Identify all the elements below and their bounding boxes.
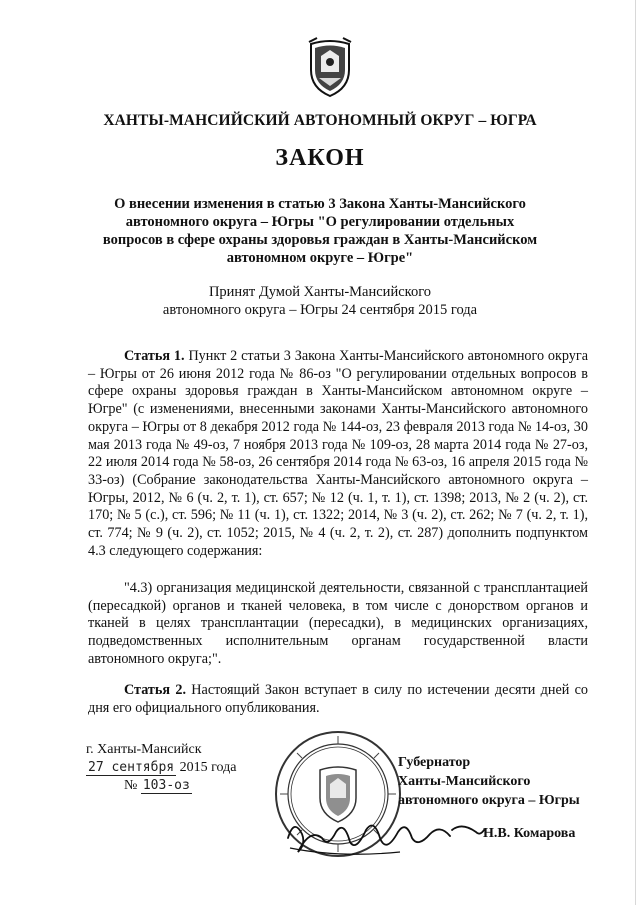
city: г. Ханты-Мансийск <box>86 742 202 757</box>
handwritten-date: 27 сентября <box>88 760 175 775</box>
subject-line: вопросов в сфере охраны здоровья граждан в Ханты-Мансийском <box>102 232 538 248</box>
handwritten-signature <box>280 808 490 868</box>
document-type-title: ЗАКОН <box>275 145 365 171</box>
subject-line: автономного округа – Югры "О регулировании отдельных <box>125 214 515 230</box>
law-subject <box>100 195 540 267</box>
signer-title-line: автономного округа – Югры <box>398 793 580 808</box>
handwritten-number: 103-оз <box>142 778 190 793</box>
subject-line: О внесении изменения в статью 3 Закона Ханты-Мансийского <box>114 196 526 212</box>
article-2-heading: Статья 2. <box>124 682 186 698</box>
article-2-text: Настоящий Закон вступает в силу по истечении десяти дней со дня его официального опубликования. <box>88 682 589 716</box>
subject-line: автономном округе – Югре" <box>226 250 414 266</box>
article-1-heading: Статья 1. <box>124 348 185 364</box>
signer-title <box>398 753 580 810</box>
law-number <box>86 777 236 795</box>
article-1-text: Пункт 2 статьи 3 Закона Ханты-Мансийского автономного округа – Югры от 26 июня 2012 года № 86-оз "О регулировании отдельных вопросов в сфере охраны здоровья граждан в Ханты-Мансийском автономном округе – Югре" (с изменениями, внесенными законами Ханты-Мансийского автономного округа – Югры от 8 декабря 2012 года № 144-оз, 23 февраля 2013 года № 14-оз, 30 мая 2013 года № 49-оз, 7 ноября 2013 года № 109-оз, 28 марта 2014 года № 27-оз, 22 июля 2014 года № 58-оз, 26 сентября 2014 года № 63-оз, 16 апреля 2015 года № 33-оз) (Собрание законодательства Ханты-Мансийского автономного округа – Югры, 2012, № 6 (ч. 2, т. 1), ст. 657; № 12 (ч. 1, т. 1), ст. 1398; 2013, № 2 (ч. 2), ст. 170; № 5 (с.), ст. 596; № 11 (ч. 1), ст. 1322; 2014, № 3 (ч. 2), ст. 262; № 7 (ч. 2, т. 1), ст. 774; № 9 (ч. 2), ст. 1052; 2015, № 4 (ч. 2, т. 2), ст. 287) дополнить подпунктом 4.3 следующего содержания: <box>88 348 589 559</box>
issue-year: 2015 года <box>179 760 237 775</box>
article-1-quote: "4.3) организация медицинской деятельности, связанной с трансплантацией (пересадкой) органов и тканей человека, в том числе с донорством органов и тканей в целях трансплантации (пересадки), в медицинских организациях, подведомственных исполнительным органам государственной власти автономного округа;". <box>88 580 588 667</box>
issue-date <box>86 759 236 777</box>
signer-title-line: Губернатор <box>398 755 471 770</box>
signer-name: Н.В. Комарова <box>483 826 576 841</box>
coat-of-arms-emblem <box>305 36 355 98</box>
article-1 <box>88 348 588 560</box>
signer-title-line: Ханты-Мансийского <box>398 774 531 789</box>
region-title: ХАНТЫ-МАНСИЙСКИЙ АВТОНОМНЫЙ ОКРУГ – ЮГРА <box>103 112 537 129</box>
issue-place-date <box>86 741 236 795</box>
scan-edge-line <box>635 0 636 905</box>
adoption-note <box>100 283 540 319</box>
number-prefix: № <box>124 778 138 793</box>
adoption-line: Принят Думой Ханты-Мансийского <box>208 284 432 300</box>
article-2 <box>88 682 588 717</box>
adoption-line: автономного округа – Югры 24 сентября 2015 года <box>162 302 478 318</box>
